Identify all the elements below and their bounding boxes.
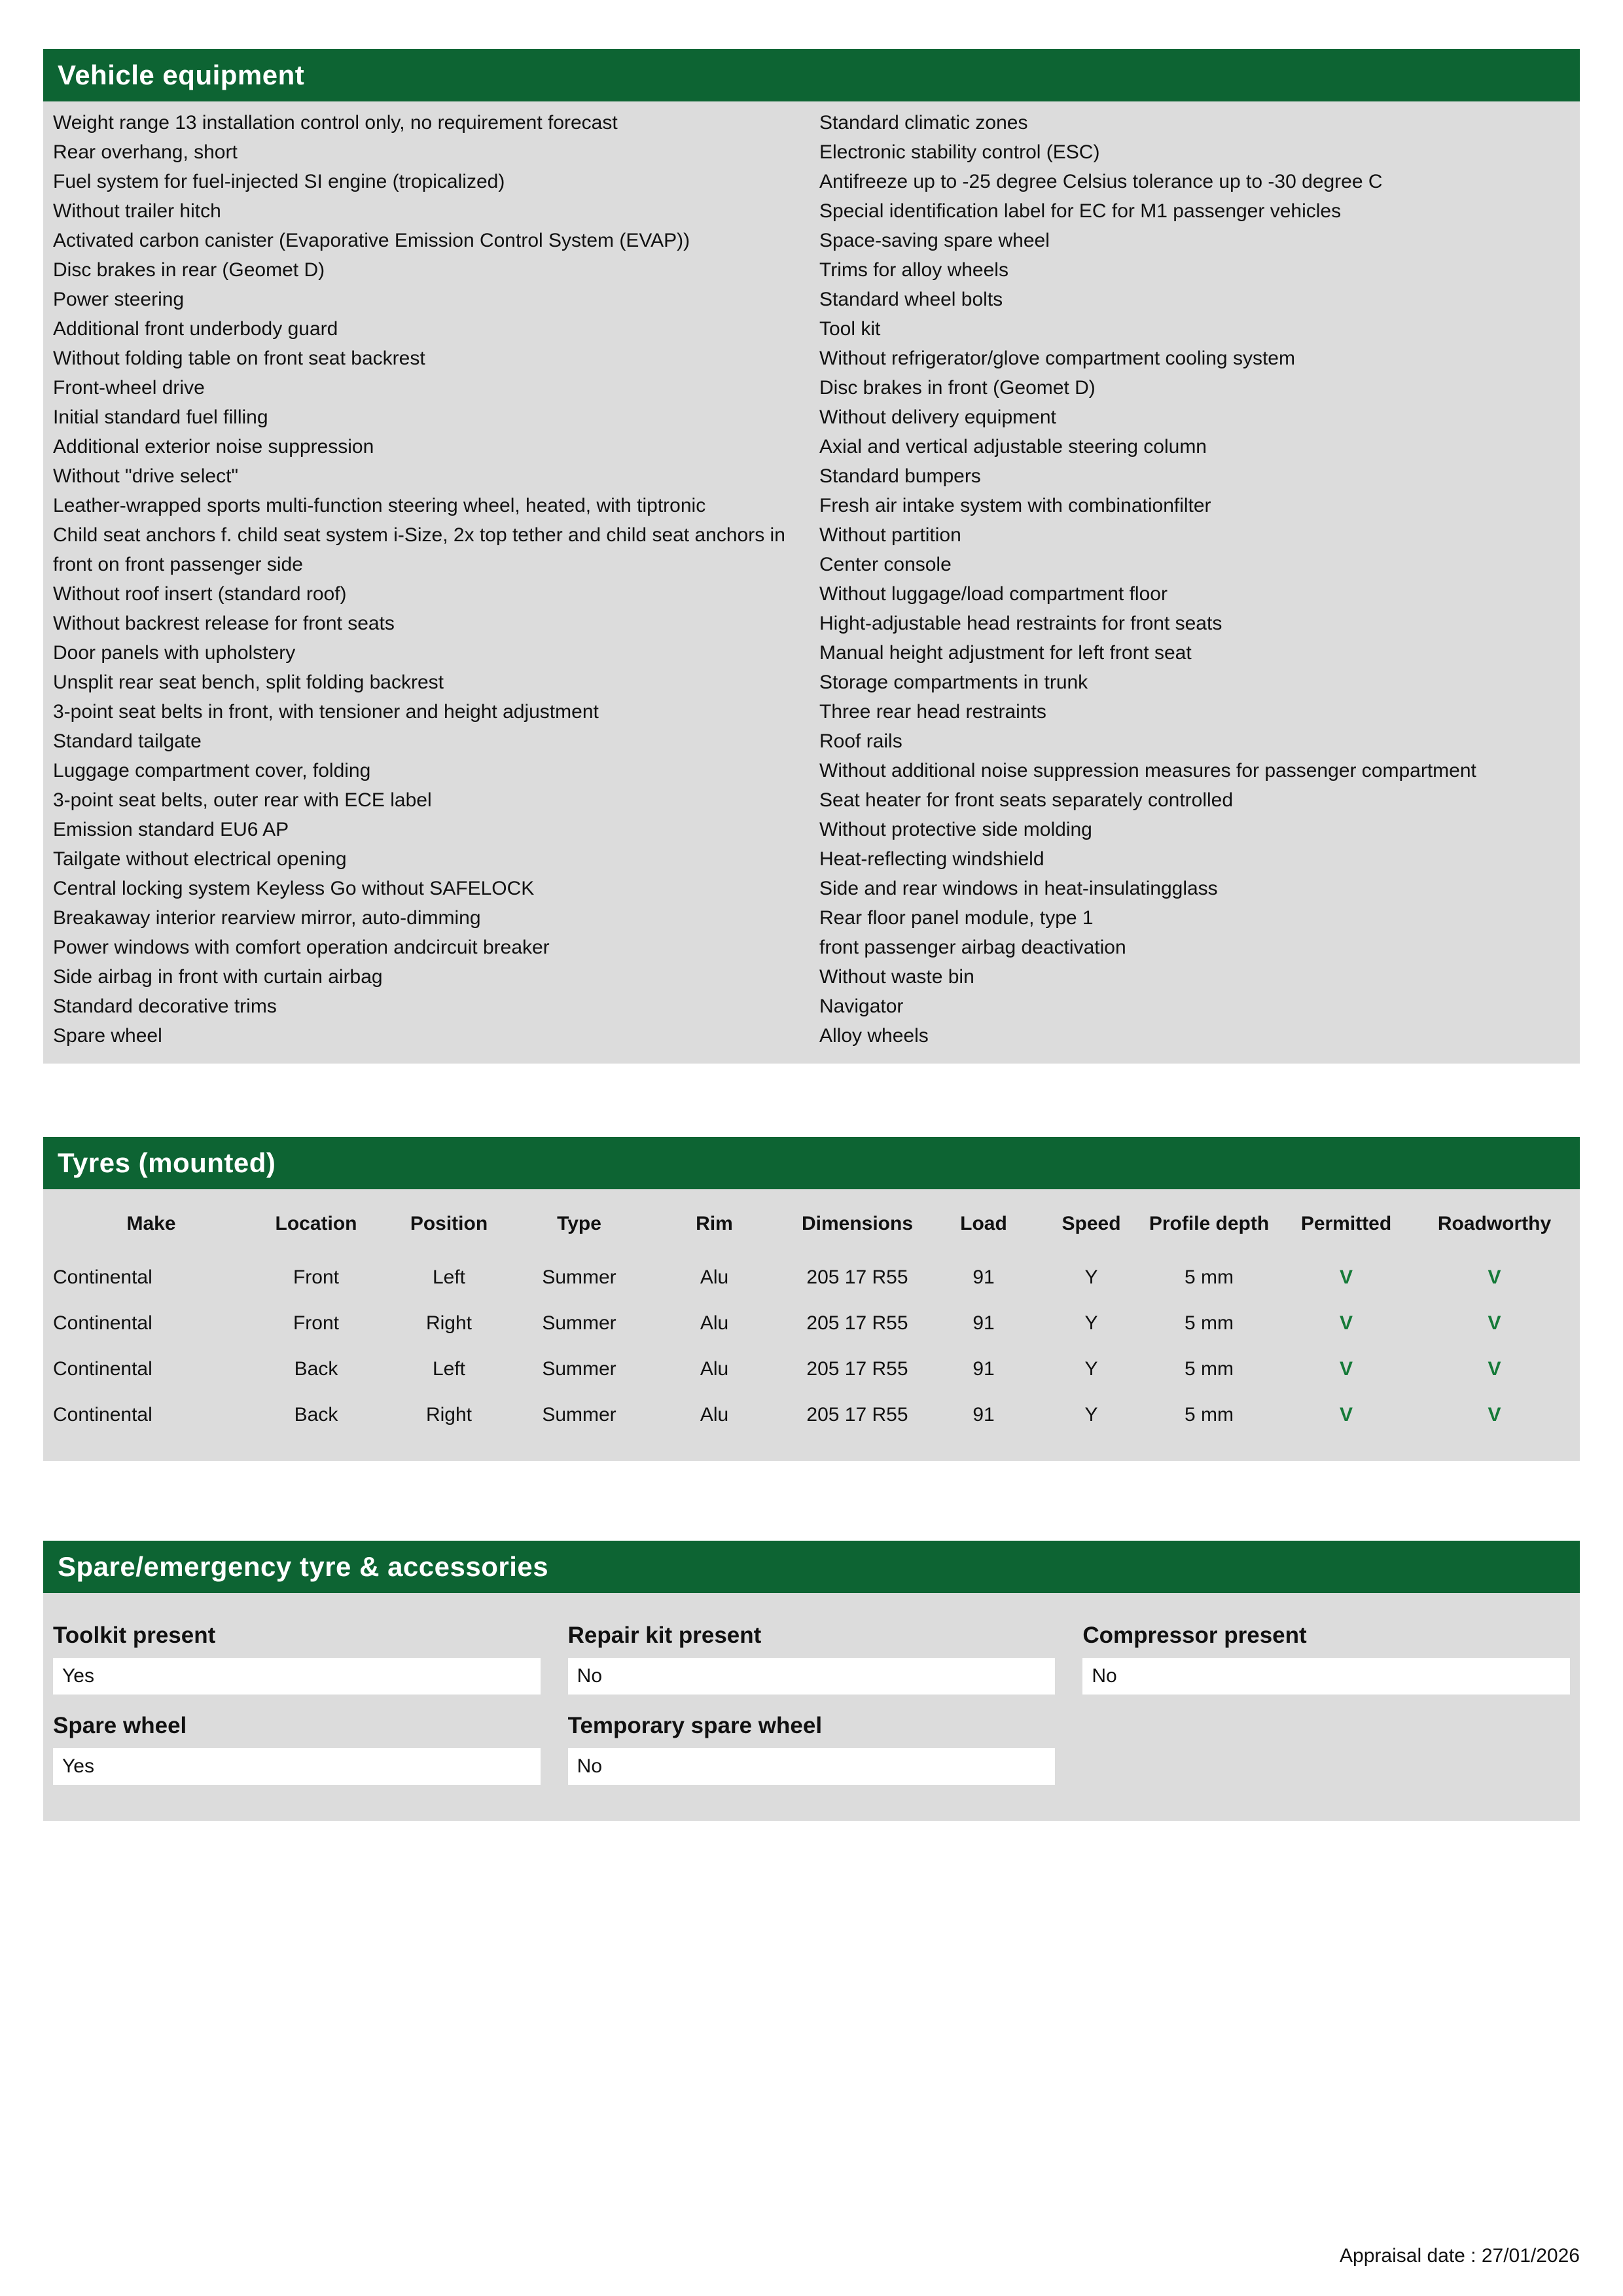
equipment-left-column bbox=[53, 108, 810, 1050]
equipment-item: Without trailer hitch bbox=[53, 200, 221, 222]
equipment-item: Side airbag in front with curtain airbag bbox=[53, 966, 383, 988]
tyre-permitted-check-mark: V bbox=[1339, 1266, 1353, 1288]
tyre-position: Right bbox=[425, 1312, 473, 1334]
equipment-right-column bbox=[819, 108, 1570, 1050]
tyres-body bbox=[43, 1189, 1580, 1461]
report-page bbox=[43, 49, 1580, 1821]
tyre-location: Back bbox=[294, 1404, 338, 1426]
equipment-item: Standard wheel bolts bbox=[819, 289, 1003, 310]
equipment-item: Space-saving spare wheel bbox=[819, 230, 1050, 251]
tyre-position: Left bbox=[432, 1266, 466, 1288]
spare-field-value-box bbox=[53, 1658, 541, 1695]
column-header: Type bbox=[557, 1212, 601, 1234]
equipment-item: Child seat anchors f. child seat system i-Size, 2x top tether and child seat anchors in front on front passenger side bbox=[53, 524, 785, 575]
tyre-type: Summer bbox=[542, 1312, 616, 1334]
spare-field bbox=[1082, 1623, 1570, 1695]
tyre-load: 91 bbox=[972, 1312, 995, 1334]
equipment-item: Activated carbon canister (Evaporative Emission Control System (EVAP)) bbox=[53, 230, 690, 251]
tyre-profile-depth: 5 mm bbox=[1185, 1312, 1234, 1334]
equipment-item: Without refrigerator/glove compartment cooling system bbox=[819, 348, 1295, 369]
tyre-row bbox=[53, 1392, 1570, 1438]
equipment-item: Fresh air intake system with combinationfilter bbox=[819, 495, 1211, 516]
equipment-item: 3-point seat belts in front, with tensioner and height adjustment bbox=[53, 701, 599, 723]
column-header: Permitted bbox=[1300, 1212, 1392, 1234]
spare-field-value: Yes bbox=[62, 1665, 94, 1687]
spare-header bbox=[43, 1541, 1580, 1593]
tyre-type: Summer bbox=[542, 1266, 616, 1288]
section-title: Spare/emergency tyre & accessories bbox=[58, 1551, 549, 1582]
spare-section bbox=[43, 1541, 1580, 1821]
tyre-type: Summer bbox=[542, 1404, 616, 1426]
tyre-roadworthy-check-mark: V bbox=[1488, 1312, 1501, 1334]
equipment-item: Leather-wrapped sports multi-function steering wheel, heated, with tiptronic bbox=[53, 495, 706, 516]
spare-field-value: No bbox=[577, 1665, 603, 1687]
tyre-make: Continental bbox=[53, 1404, 152, 1426]
equipment-item: 3-point seat belts, outer rear with ECE label bbox=[53, 789, 432, 811]
equipment-item: Manual height adjustment for left front seat bbox=[819, 642, 1192, 664]
equipment-item: Standard bumpers bbox=[819, 465, 981, 487]
spare-body bbox=[43, 1593, 1580, 1821]
spare-field-label: Toolkit present bbox=[53, 1623, 216, 1648]
equipment-item: Hight-adjustable head restraints for front seats bbox=[819, 613, 1222, 634]
equipment-item: Initial standard fuel filling bbox=[53, 406, 268, 428]
tyre-profile-depth: 5 mm bbox=[1185, 1358, 1234, 1380]
spare-field-value-box bbox=[568, 1658, 1056, 1695]
tyre-rim: Alu bbox=[700, 1266, 729, 1288]
tyre-type: Summer bbox=[542, 1358, 616, 1380]
column-header: Position bbox=[410, 1212, 488, 1234]
column-header: Rim bbox=[696, 1212, 733, 1234]
equipment-item: Disc brakes in rear (Geomet D) bbox=[53, 259, 325, 281]
equipment-item: Door panels with upholstery bbox=[53, 642, 296, 664]
tyre-speed: Y bbox=[1084, 1312, 1098, 1334]
equipment-item: Without roof insert (standard roof) bbox=[53, 583, 347, 605]
tyres-header bbox=[43, 1137, 1580, 1189]
equipment-item: Storage compartments in trunk bbox=[819, 672, 1088, 693]
equipment-item: Power windows with comfort operation andcircuit breaker bbox=[53, 937, 550, 958]
spare-field bbox=[568, 1623, 1056, 1695]
tyre-location: Front bbox=[293, 1266, 340, 1288]
tyre-dimensions: 205 17 R55 bbox=[806, 1404, 908, 1426]
tyre-position: Left bbox=[432, 1358, 466, 1380]
equipment-item: Power steering bbox=[53, 289, 185, 310]
tyre-position: Right bbox=[425, 1404, 473, 1426]
equipment-item: Tailgate without electrical opening bbox=[53, 848, 347, 870]
tyre-dimensions: 205 17 R55 bbox=[806, 1312, 908, 1334]
equipment-item: Additional front underbody guard bbox=[53, 318, 338, 340]
tyre-speed: Y bbox=[1084, 1266, 1098, 1288]
equipment-item: Trims for alloy wheels bbox=[819, 259, 1008, 281]
equipment-item: Disc brakes in front (Geomet D) bbox=[819, 377, 1096, 399]
tyre-roadworthy-check-mark: V bbox=[1488, 1404, 1501, 1426]
equipment-item: Seat heater for front seats separately controlled bbox=[819, 789, 1234, 811]
equipment-item: Alloy wheels bbox=[819, 1025, 929, 1047]
tyre-dimensions: 205 17 R55 bbox=[806, 1358, 908, 1380]
tyre-make: Continental bbox=[53, 1312, 152, 1334]
vehicle-equipment-section bbox=[43, 49, 1580, 1064]
appraisal-date: Appraisal date : 27/01/2026 bbox=[1340, 2245, 1580, 2267]
spare-field bbox=[53, 1713, 541, 1785]
equipment-item: front passenger airbag deactivation bbox=[819, 937, 1126, 958]
equipment-item: Without folding table on front seat backrest bbox=[53, 348, 425, 369]
equipment-item: Three rear head restraints bbox=[819, 701, 1046, 723]
equipment-item: Without partition bbox=[819, 524, 961, 546]
column-header: Load bbox=[960, 1212, 1007, 1234]
tyre-dimensions: 205 17 R55 bbox=[806, 1266, 908, 1288]
equipment-item: Side and rear windows in heat-insulatingglass bbox=[819, 878, 1218, 899]
spare-field-value-box bbox=[568, 1748, 1056, 1785]
equipment-item: Special identification label for EC for M1 passenger vehicles bbox=[819, 200, 1342, 222]
equipment-item: Antifreeze up to -25 degree Celsius tolerance up to -30 degree C bbox=[819, 171, 1383, 192]
tyre-permitted-check-mark: V bbox=[1339, 1358, 1353, 1380]
tyres-table-rows bbox=[53, 1255, 1570, 1438]
equipment-item: Heat-reflecting windshield bbox=[819, 848, 1044, 870]
tyre-load: 91 bbox=[972, 1404, 995, 1426]
equipment-item: Roof rails bbox=[819, 730, 902, 752]
tyre-permitted-check-mark: V bbox=[1339, 1404, 1353, 1426]
equipment-item: Spare wheel bbox=[53, 1025, 162, 1047]
equipment-item: Rear floor panel module, type 1 bbox=[819, 907, 1094, 929]
equipment-item: Unsplit rear seat bench, split folding backrest bbox=[53, 672, 444, 693]
equipment-item: Additional exterior noise suppression bbox=[53, 436, 374, 457]
tyres-section bbox=[43, 1137, 1580, 1461]
tyre-load: 91 bbox=[972, 1266, 995, 1288]
equipment-item: Electronic stability control (ESC) bbox=[819, 141, 1100, 163]
tyre-rim: Alu bbox=[700, 1404, 729, 1426]
spare-field-label: Temporary spare wheel bbox=[567, 1713, 823, 1738]
column-header: Roadworthy bbox=[1437, 1212, 1552, 1234]
spare-field-value-box bbox=[53, 1748, 541, 1785]
column-header: Make bbox=[126, 1212, 176, 1234]
tyre-row bbox=[53, 1255, 1570, 1300]
tyre-row bbox=[53, 1346, 1570, 1392]
spare-field-value: No bbox=[1092, 1665, 1117, 1687]
column-header: Location bbox=[275, 1212, 357, 1234]
spare-field-value: Yes bbox=[62, 1755, 94, 1777]
tyre-speed: Y bbox=[1084, 1358, 1098, 1380]
tyres-table-header bbox=[53, 1209, 1570, 1238]
tyre-location: Back bbox=[294, 1358, 338, 1380]
column-header: Profile depth bbox=[1149, 1212, 1270, 1234]
spare-field-label: Compressor present bbox=[1082, 1623, 1307, 1648]
equipment-item: Standard decorative trims bbox=[53, 996, 277, 1017]
spare-field-label: Repair kit present bbox=[567, 1623, 762, 1648]
section-title: Vehicle equipment bbox=[58, 60, 305, 90]
tyre-row bbox=[53, 1300, 1570, 1346]
tyre-make: Continental bbox=[53, 1358, 152, 1380]
equipment-item: Emission standard EU6 AP bbox=[53, 819, 289, 840]
equipment-item: Without delivery equipment bbox=[819, 406, 1056, 428]
equipment-item: Without protective side molding bbox=[819, 819, 1092, 840]
column-header: Dimensions bbox=[801, 1212, 914, 1234]
equipment-item: Navigator bbox=[819, 996, 904, 1017]
equipment-item: Axial and vertical adjustable steering column bbox=[819, 436, 1207, 457]
vehicle-equipment-body bbox=[43, 101, 1580, 1064]
equipment-item: Without "drive select" bbox=[53, 465, 239, 487]
equipment-item: Standard tailgate bbox=[53, 730, 202, 752]
tyre-rim: Alu bbox=[700, 1358, 729, 1380]
equipment-item: Standard climatic zones bbox=[819, 112, 1028, 134]
equipment-item: Central locking system Keyless Go without SAFELOCK bbox=[53, 878, 535, 899]
tyre-speed: Y bbox=[1084, 1404, 1098, 1426]
equipment-item: Without luggage/load compartment floor bbox=[819, 583, 1168, 605]
equipment-item: Without additional noise suppression measures for passenger compartment bbox=[819, 760, 1476, 781]
column-header: Speed bbox=[1061, 1212, 1121, 1234]
spare-field-value: No bbox=[577, 1755, 603, 1777]
tyre-roadworthy-check-mark: V bbox=[1488, 1358, 1501, 1380]
equipment-item: Front-wheel drive bbox=[53, 377, 205, 399]
tyre-permitted-check-mark: V bbox=[1339, 1312, 1353, 1334]
equipment-item: Rear overhang, short bbox=[53, 141, 238, 163]
equipment-item: Luggage compartment cover, folding bbox=[53, 760, 371, 781]
equipment-item: Fuel system for fuel-injected SI engine (tropicalized) bbox=[53, 171, 505, 192]
section-title: Tyres (mounted) bbox=[58, 1147, 276, 1178]
spare-field-value-box bbox=[1082, 1658, 1570, 1695]
tyre-load: 91 bbox=[972, 1358, 995, 1380]
spare-field bbox=[53, 1623, 541, 1695]
equipment-item: Center console bbox=[819, 554, 952, 575]
equipment-item: Tool kit bbox=[819, 318, 881, 340]
tyre-profile-depth: 5 mm bbox=[1185, 1266, 1234, 1288]
tyre-rim: Alu bbox=[700, 1312, 729, 1334]
tyre-roadworthy-check-mark: V bbox=[1488, 1266, 1501, 1288]
spare-field bbox=[568, 1713, 1056, 1785]
tyre-make: Continental bbox=[53, 1266, 152, 1288]
vehicle-equipment-header bbox=[43, 49, 1580, 101]
equipment-item: Weight range 13 installation control only, no requirement forecast bbox=[53, 112, 618, 134]
equipment-item: Without waste bin bbox=[819, 966, 974, 988]
spare-field-label: Spare wheel bbox=[53, 1713, 187, 1738]
equipment-item: Breakaway interior rearview mirror, auto-dimming bbox=[53, 907, 481, 929]
tyre-profile-depth: 5 mm bbox=[1185, 1404, 1234, 1426]
equipment-item: Without backrest release for front seats bbox=[53, 613, 395, 634]
tyre-location: Front bbox=[293, 1312, 340, 1334]
